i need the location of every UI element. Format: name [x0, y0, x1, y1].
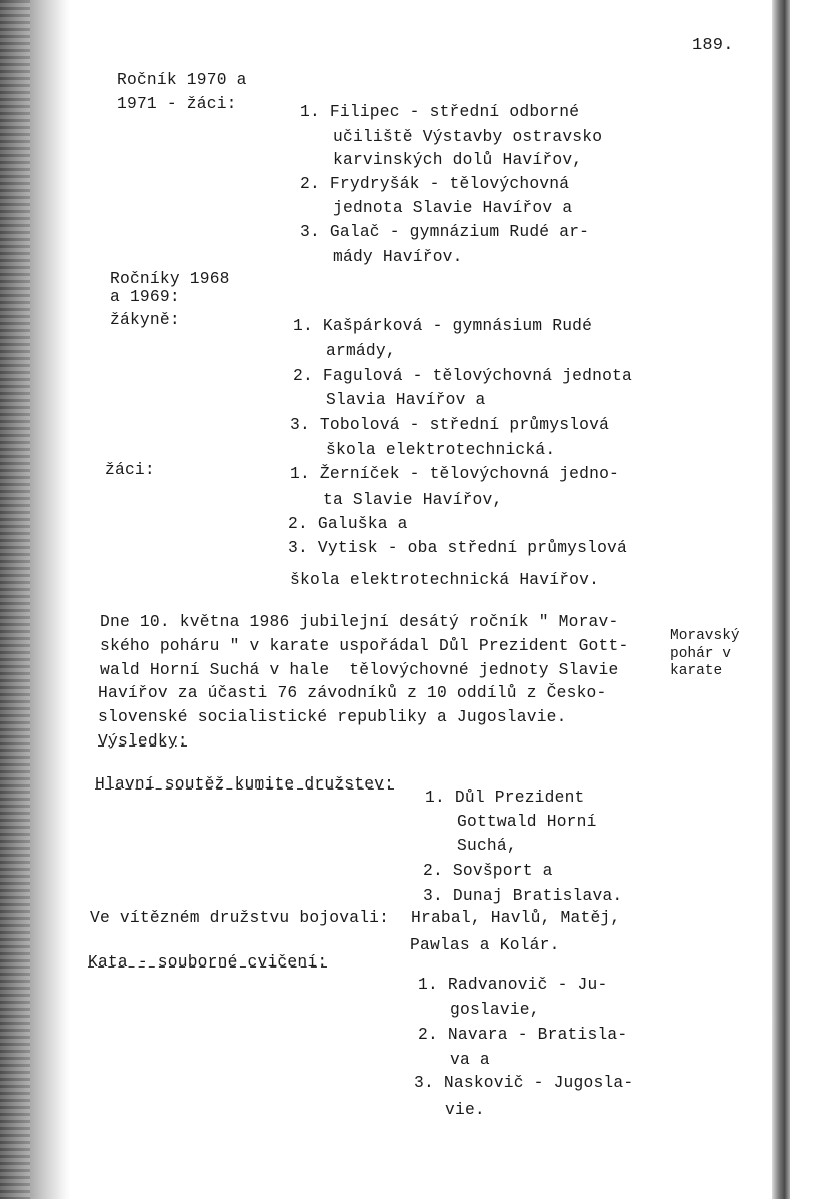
list-item: 1. Důl Prezident: [425, 788, 585, 807]
margin-note: pohár v: [670, 646, 731, 662]
page-number: 189.: [692, 36, 734, 55]
list-item: 1. Kašpárková - gymnásium Rudé: [293, 316, 593, 335]
list-item: 3. Vytisk - oba střední průmyslová: [288, 538, 627, 557]
list-item: 3. Galač - gymnázium Rudé ar-: [300, 222, 590, 241]
list-item: 3. Dunaj Bratislava.: [423, 886, 623, 905]
girls-label: žákyně:: [110, 310, 180, 329]
margin-note: Moravský: [670, 628, 740, 644]
list-item: vie.: [445, 1100, 485, 1119]
list-item: 3. Naskovič - Jugosla-: [414, 1073, 634, 1092]
paragraph-line: Havířov za účasti 76 závodníků z 10 oddílů z Česko-: [98, 683, 607, 702]
winners-label: Ve vítězném družstvu bojovali:: [90, 908, 390, 927]
results-label: Výsledky:: [98, 731, 188, 750]
section-heading: Ročník 1970 a: [117, 70, 247, 89]
list-item: 2. Fagulová - tělovýchovná jednota: [293, 366, 632, 385]
paragraph-line: wald Horní Suchá v hale tělovýchovné jednoty Slavie: [100, 660, 619, 679]
list-item: karvinských dolů Havířov,: [333, 150, 583, 169]
scan-background: [790, 0, 831, 1199]
list-item: škola elektrotechnická Havířov.: [290, 570, 600, 589]
list-item: va a: [450, 1050, 490, 1069]
list-item: 2. Galuška a: [288, 514, 408, 533]
list-item: 2. Sovšport a: [423, 861, 553, 880]
list-item: Suchá,: [457, 836, 517, 855]
list-item: 1. Radvanovič - Ju-: [418, 975, 608, 994]
winners-line: Pawlas a Kolár.: [410, 935, 560, 954]
paragraph-line: ského poháru " v karate uspořádal Důl Prezident Gott-: [100, 636, 629, 655]
list-item: goslavie,: [450, 1000, 540, 1019]
paragraph-line: Dne 10. května 1986 jubilejní desátý ročník " Morav-: [100, 612, 619, 631]
kata-label: Kata - souborné cvičení:: [88, 952, 328, 971]
section-heading: 1971 - žáci:: [117, 94, 237, 113]
section-heading: a 1969:: [110, 287, 180, 306]
list-item: škola elektrotechnická.: [326, 440, 556, 459]
margin-note: karate: [670, 663, 723, 679]
list-item: Gottwald Horní: [457, 812, 597, 831]
list-item: 2. Frydryšák - tělovýchovná: [300, 174, 570, 193]
list-item: Slavia Havířov a: [326, 390, 486, 409]
list-item: jednota Slavie Havířov a: [333, 198, 573, 217]
list-item: ta Slavie Havířov,: [323, 490, 503, 509]
scan-binding-edge: [0, 0, 30, 1199]
list-item: 1. Žerníček - tělovýchovná jedno-: [290, 464, 620, 483]
section-heading: Ročníky 1968: [110, 269, 230, 288]
list-item: 3. Tobolová - střední průmyslová: [290, 415, 610, 434]
list-item: 2. Navara - Bratisla-: [418, 1025, 628, 1044]
list-item: učiliště Výstavby ostravsko: [333, 127, 603, 146]
boys-label: žáci:: [105, 460, 155, 479]
scan-page-edge-right: [772, 0, 790, 1199]
list-item: 1. Filipec - střední odborné: [300, 102, 580, 121]
kumite-label: Hlavní soutěž kumite družstev:: [95, 774, 395, 793]
winners-line: Hrabal, Havlů, Matěj,: [411, 908, 621, 927]
list-item: mády Havířov.: [333, 247, 463, 266]
list-item: armády,: [326, 341, 396, 360]
paragraph-line: slovenské socialistické republiky a Jugoslavie.: [98, 707, 567, 726]
